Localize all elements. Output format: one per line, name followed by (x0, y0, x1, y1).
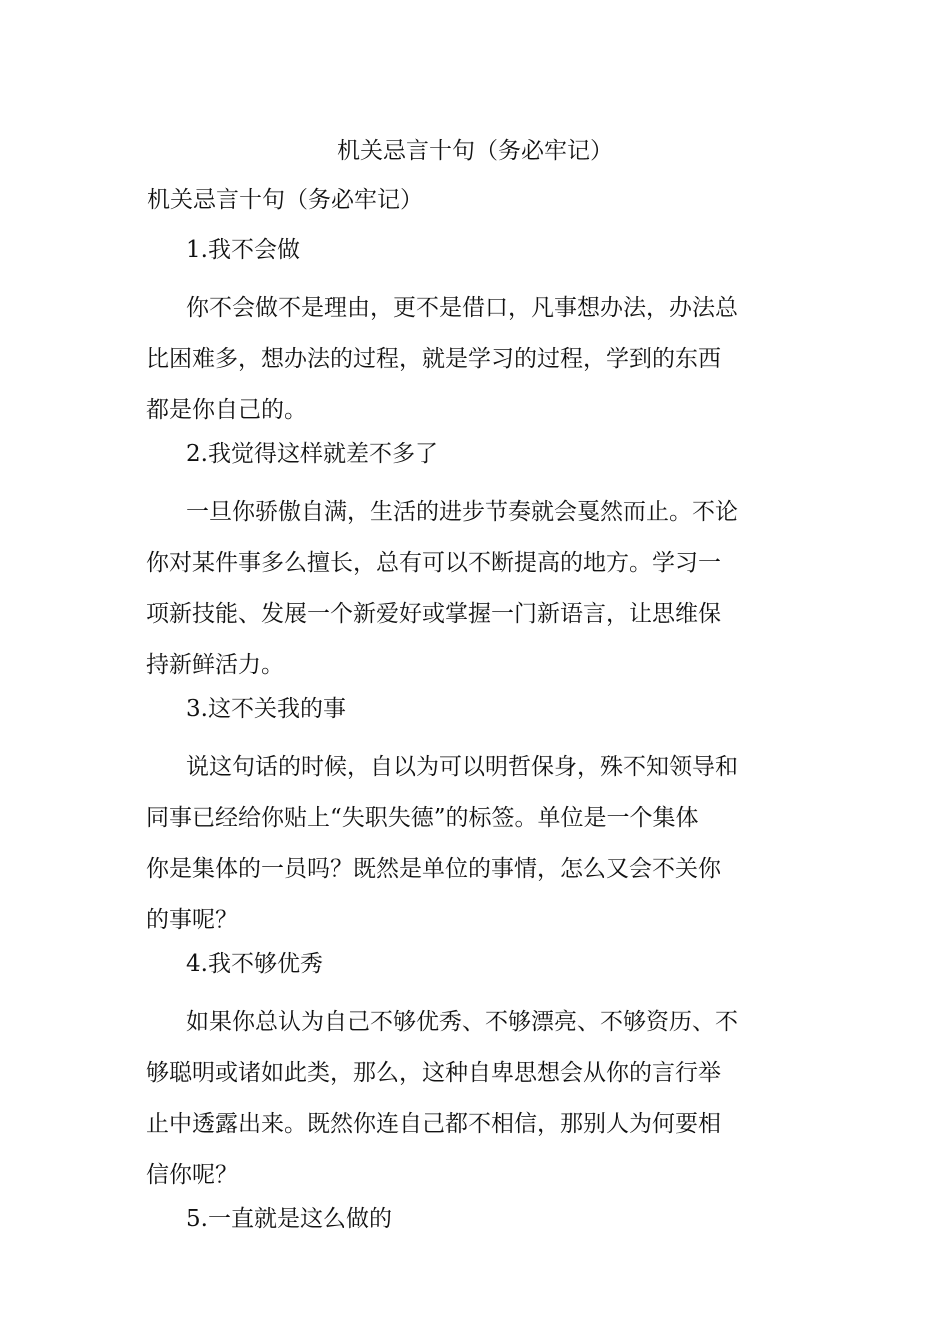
section-paragraph (146, 283, 808, 436)
paragraph-line: 的事呢？ (146, 907, 238, 933)
document-title: 机关忌言十句（务必牢记） (337, 138, 613, 164)
paragraph-line: 都是你自己的。 (146, 397, 307, 423)
document-subtitle: 机关忌言十句（务必牢记） (147, 187, 423, 213)
paragraph-line: 止中透露出来。既然你连自己都不相信，那别人为何要相 (146, 1111, 721, 1137)
section-paragraph (146, 487, 808, 691)
section-heading: 4.我不够优秀 (186, 951, 323, 977)
paragraph-line: 你对某件事多么擅长，总有可以不断提高的地方。学习一 (146, 550, 721, 576)
paragraph-line: 你不会做不是理由，更不是借口，凡事想办法，办法总 (186, 295, 738, 321)
section-paragraph (146, 742, 808, 946)
paragraph-line: 同事已经给你贴上“失职失德”的标签。单位是一个集体 (146, 805, 699, 831)
paragraph-line: 够聪明或诸如此类，那么，这种自卑思想会从你的言行举 (146, 1060, 721, 1086)
paragraph-line: 一旦你骄傲自满，生活的进步节奏就会戛然而止。不论 (186, 499, 738, 525)
paragraph-line: 比困难多，想办法的过程，就是学习的过程，学到的东西 (146, 346, 721, 372)
section-paragraph (146, 997, 808, 1201)
document-body (146, 232, 808, 1252)
paragraph-line: 信你呢？ (146, 1162, 238, 1188)
paragraph-line: 你是集体的一员吗？既然是单位的事情，怎么又会不关你 (146, 856, 721, 882)
section-heading: 1.我不会做 (186, 237, 300, 263)
section-heading: 2.我觉得这样就差不多了 (186, 441, 438, 467)
paragraph-line: 如果你总认为自己不够优秀、不够漂亮、不够资历、不 (186, 1009, 738, 1035)
paragraph-line: 说这句话的时候，自以为可以明哲保身，殊不知领导和 (186, 754, 738, 780)
paragraph-line: 项新技能、发展一个新爱好或掌握一门新语言，让思维保 (146, 601, 721, 627)
section-heading: 5.一直就是这么做的 (186, 1206, 392, 1232)
paragraph-line: 持新鲜活力。 (146, 652, 284, 678)
section-heading: 3.这不关我的事 (186, 696, 346, 722)
